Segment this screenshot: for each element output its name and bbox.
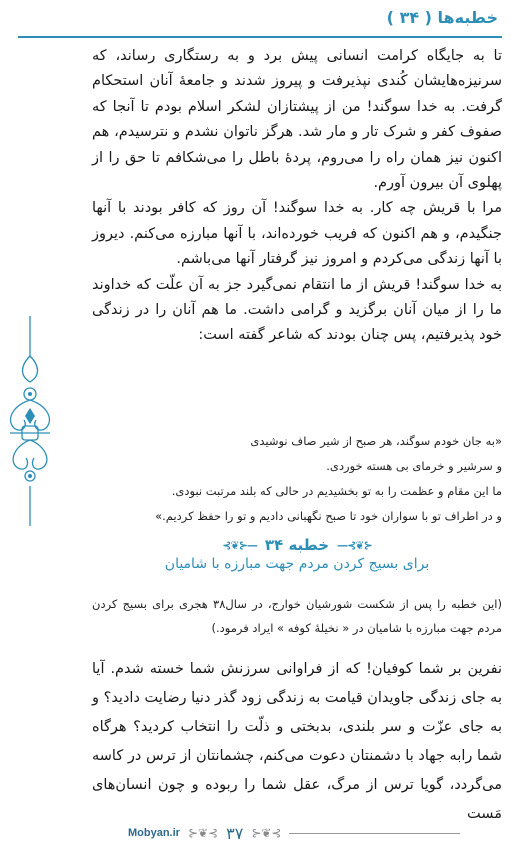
footer-rule: [289, 833, 460, 834]
sermon-number-label: خطبه ۳۴: [264, 536, 330, 554]
page-number: ۳۷: [226, 823, 244, 843]
flourish-icon: ⊱❦⊰: [187, 826, 219, 840]
poem-line: و در اطراف تو با سواران خود تا صبح نگهبانی دادیم و تو را حفظ کردیم.»: [155, 509, 502, 523]
paragraph: تا به جایگاه کرامت انسانی پیش برد و به رستگاری رساند، که سرنیزه‌هایشان کُندی نپذیرفت و پیروز شدند و جامعهٔ آنان استحکام گرفت. به خدا سوگند! من از پیشتازان لشکر اسلام بودم تا آنجا که صفوف کفر و شرک تار و مار شد. هرگز ناتوان نشدم و نترسیدم، هم اکنون نیز همان راه را می‌روم، پردهٔ باطل را می‌شکافم تا حق را از پهلوی آن بیرون آورم.: [92, 48, 502, 192]
paragraph: به خدا سوگند! قریش از ما انتقام نمی‌گیرد جز به آن علّت که خداوند ما را از میان آنان برگزید و گرامی داشت. ما هم آنان را در زندگی خود پذیرفتیم، پس چنان بودند که شاعر گفته است:: [92, 276, 502, 344]
side-ornament-icon: [2, 316, 58, 526]
body-text: [92, 44, 502, 349]
paragraph: مرا با قریش چه کار. به خدا سوگند! آن روز که کافر بودند با آنها جنگیدم، و هم اکنون که فریب خورده‌اند، با آنها مبارزه می‌کنم. دیروز با آنها زندگی می‌کردم و امروز نیز گرفتار آنها می‌باشم.: [92, 200, 502, 268]
sermon-title: برای بسیج کردن مردم جهت مبارزه با شامیان: [164, 556, 430, 572]
sermon-heading: [92, 536, 502, 572]
page-footer: [128, 823, 460, 843]
sermon-intro: (این خطبه را پس از شکست شورشیان خوارج، در سال۳۸ هجری برای بسیج کردن مردم جهت مبارزه با شامیان در « نخیلهٔ کوفه » ایراد فرمود.): [92, 597, 502, 635]
flourish-icon: ⊱❦⊰: [251, 826, 282, 840]
flourish-icon: —⊰❦⊱: [222, 538, 257, 552]
site-watermark: Mobyan.ir: [128, 827, 180, 839]
poem-line: و سرشیر و خرمای بی هسته خوردی.: [326, 459, 502, 473]
paragraph: نفرین بر شما کوفیان! که از فراوانی سرزنش شما خسته شدم. آیا به جای زندگی جاویدان قیامت به زندگی زود گذر دنیا رضایت دادید؟ و به جای عزّت و سر بلندی، بدبختی و ذلّت را انتخاب کردید؟ هرگاه شما رابه جهاد با دشمنتان دعوت می‌کنم، چشمانتان از ترس در کاسه می‌گردد، گویا ترس از مرگ، عقل شما را ربوده و چون انسان‌های مَست: [92, 661, 502, 822]
flourish-icon: ⊰❦⊱—: [337, 538, 372, 552]
poem-line: «به جان خودم سوگند، هر صبح از شیر صاف نوشیدی: [250, 434, 502, 448]
sermon-number: [92, 536, 502, 554]
poem-block: [92, 429, 502, 529]
running-header: خطبه‌ها ( ۳۴ ): [386, 8, 498, 27]
header-rule: [18, 36, 502, 38]
poem-line: ما این مقام و عظمت را به تو بخشیدیم در حالی که بلند مرتبت نبودی.: [171, 484, 502, 498]
sermon-body: [92, 655, 502, 829]
